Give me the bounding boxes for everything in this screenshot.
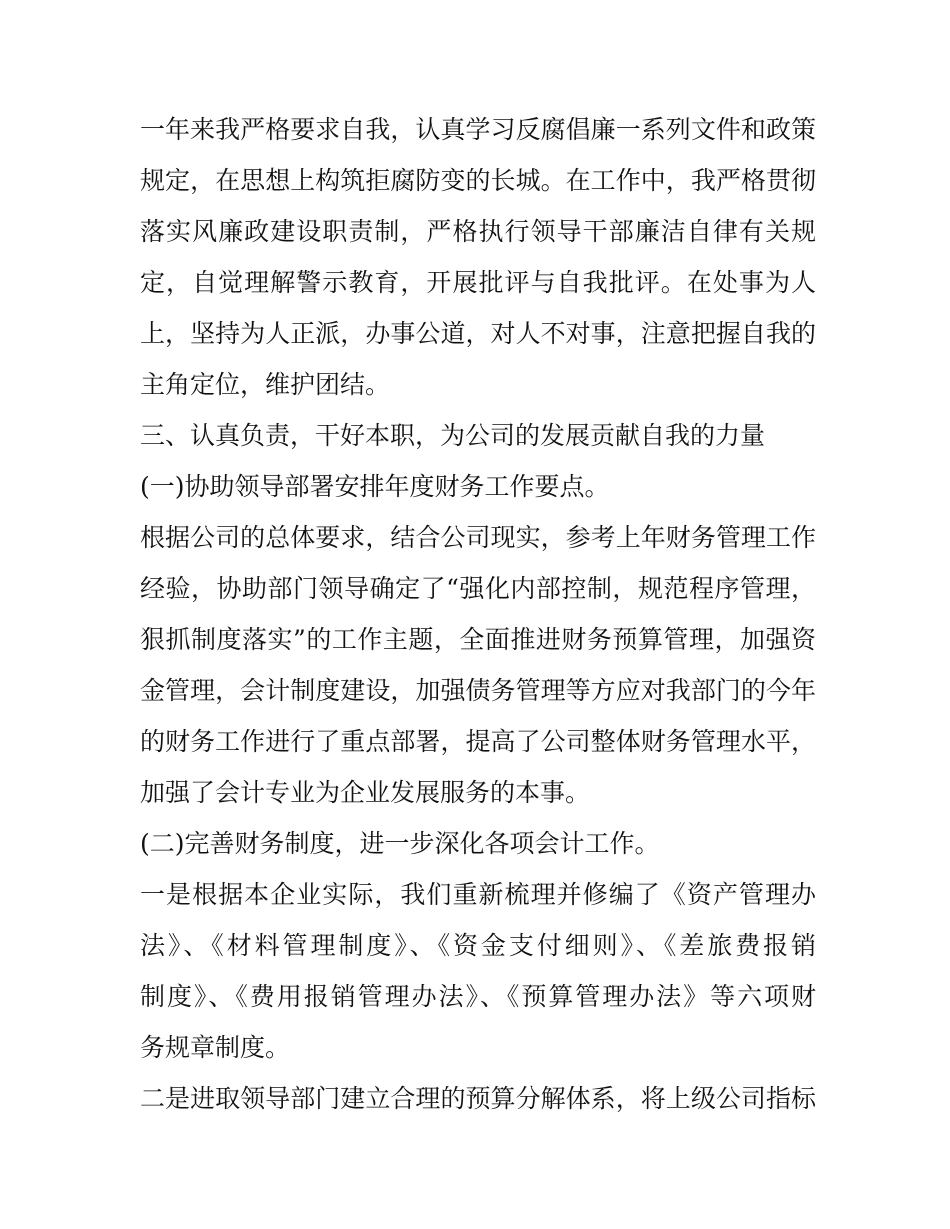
text-line: 落实风廉政建设职责制，严格执行领导干部廉洁自律有关规 — [140, 217, 816, 246]
text-line: 一年来我严格要求自我，认真学习反腐倡廉一系列文件和政策 — [140, 115, 816, 144]
text-line: (二)完善财务制度，进一步深化各项会计工作。 — [140, 829, 660, 858]
text-line: 根据公司的总体要求，结合公司现实，参考上年财务管理工作 — [140, 523, 816, 552]
text-line: 加强了会计专业为企业发展服务的本事。 — [140, 778, 591, 807]
text-line: 的财务工作进行了重点部署，提高了公司整体财务管理水平， — [140, 727, 816, 756]
text-line: 制度》、《费用报销管理办法》、《预算管理办法》等六项财 — [140, 982, 816, 1011]
text-line: 规定，在思想上构筑拒腐防变的长城。在工作中，我严格贯彻 — [140, 166, 816, 195]
text-line: 务规章制度。 — [140, 1033, 291, 1062]
text-line: 三、认真负责，干好本职，为公司的发展贡献自我的力量 — [140, 421, 766, 450]
text-line: 主角定位，维护团结。 — [140, 370, 391, 399]
text-line: 狠抓制度落实”的工作主题，全面推进财务预算管理，加强资 — [140, 625, 816, 654]
text-line: 一是根据本企业实际，我们重新梳理并修编了《资产管理办 — [140, 880, 816, 909]
text-line: 法》、《材料管理制度》、《资金支付细则》、《差旅费报销 — [140, 931, 816, 960]
text-line: 上，坚持为人正派，办事公道，对人不对事，注意把握自我的 — [140, 319, 816, 348]
text-line: 经验，协助部门领导确定了“强化内部控制，规范程序管理， — [140, 574, 816, 603]
text-line: (一)协助领导部署安排年度财务工作要点。 — [140, 472, 610, 501]
body-text — [140, 104, 816, 1124]
text-line: 定，自觉理解警示教育，开展批评与自我批评。在处事为人 — [140, 268, 816, 297]
text-line: 二是进取领导部门建立合理的预算分解体系，将上级公司指标 — [140, 1084, 816, 1113]
text-line: 金管理，会计制度建设，加强债务管理等方应对我部门的今年 — [140, 676, 816, 705]
